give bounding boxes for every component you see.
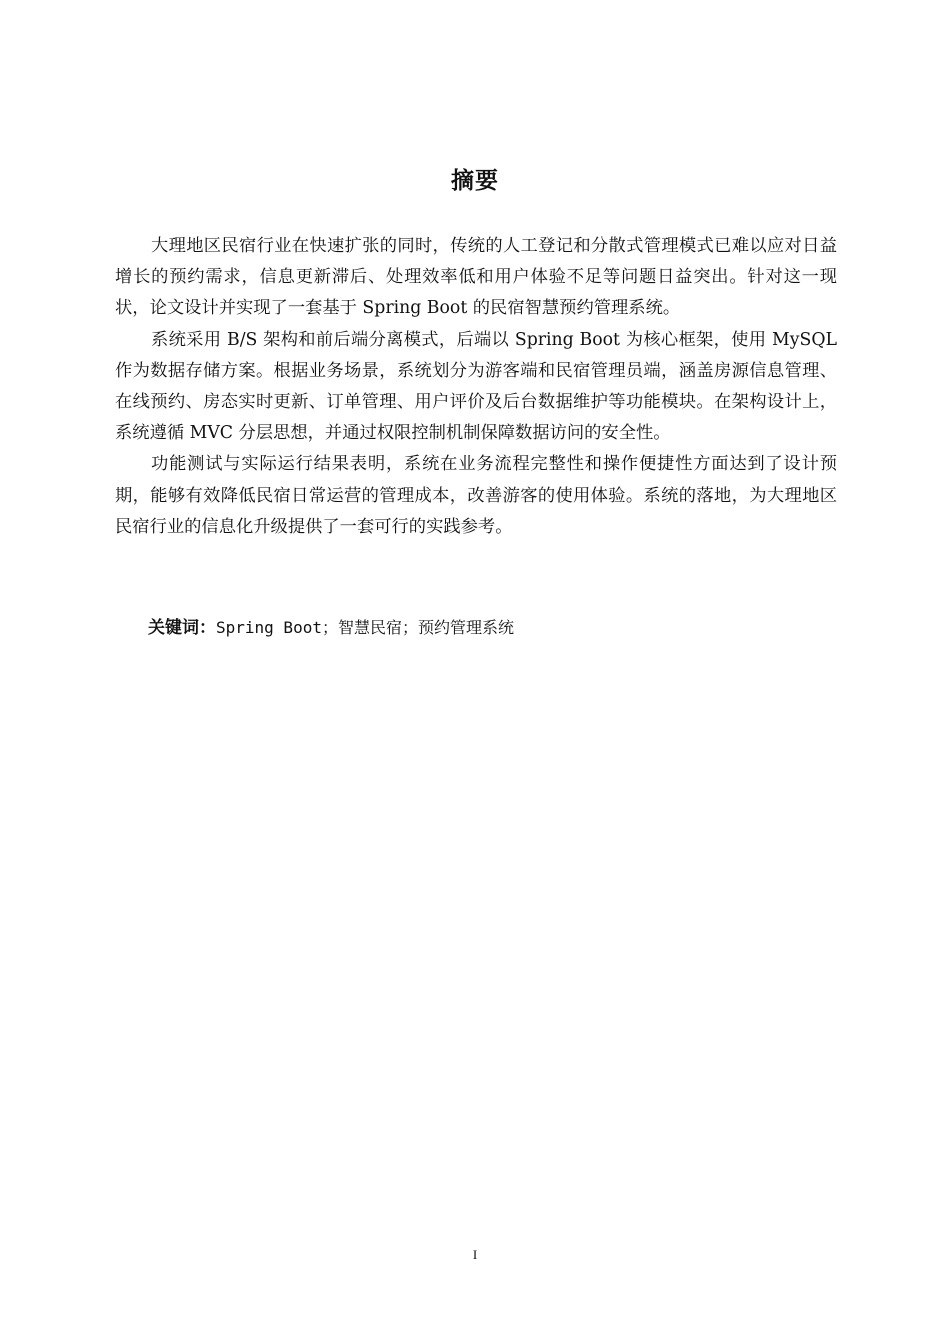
abstract-paragraph-2: 系统采用 B/S 架构和前后端分离模式，后端以 Spring Boot 为核心框架，使用 MySQL 作为数据存储方案。根据业务场景，系统划分为游客端和民宿管理员端，涵盖房源信息管理、在线预约、房态实时更新、订单管理、用户评价及后台数据维护等功能模块。在架构设计上，系统遵循 MVC 分层思想，并通过权限控制机制保障数据访问的安全性。 [115, 329, 837, 444]
abstract-title: 摘要 [451, 168, 499, 194]
keywords-label: 关键词： [148, 618, 216, 638]
keywords-line [148, 613, 848, 643]
abstract-paragraph-1: 大理地区民宿行业在快速扩张的同时，传统的人工登记和分散式管理模式已难以应对日益增长的预约需求，信息更新滞后、处理效率低和用户体验不足等问题日益突出。针对这一现状，论文设计并实现了一套基于 Spring Boot 的民宿智慧预约管理系统。 [115, 236, 837, 319]
abstract-paragraph-3: 功能测试与实际运行结果表明，系统在业务流程完整性和操作便捷性方面达到了设计预期，能够有效降低民宿日常运营的管理成本，改善游客的使用体验。系统的落地，为大理地区民宿行业的信息化升级提供了一套可行的实践参考。 [115, 454, 837, 537]
keywords-value: Spring Boot；智慧民宿；预约管理系统 [216, 618, 514, 637]
abstract-body [115, 231, 837, 543]
page-number: I [472, 1247, 478, 1262]
